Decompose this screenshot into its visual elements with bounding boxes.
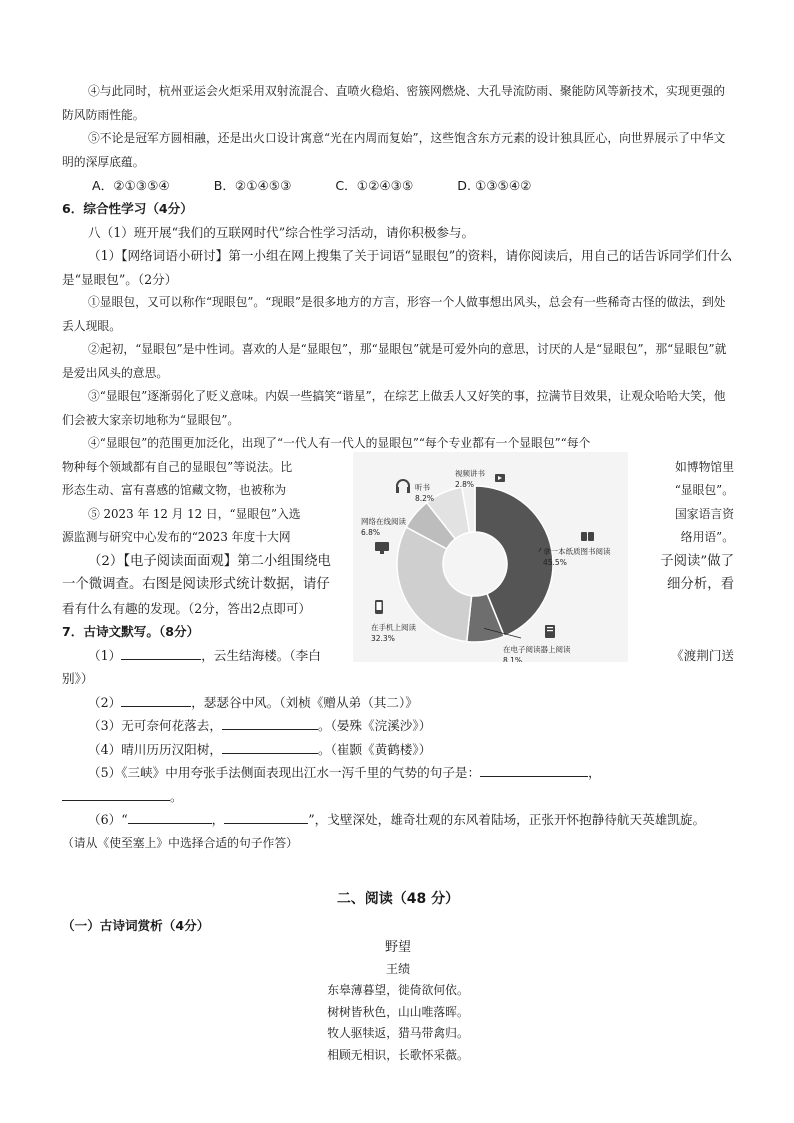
- answer-blank[interactable]: [222, 738, 318, 754]
- answer-blank[interactable]: [222, 714, 318, 730]
- poem-line: 树树皆秋色，山山唯落晖。: [327, 1004, 469, 1019]
- poem-line: 牧人驱犊返，猎马带禽归。: [327, 1026, 469, 1040]
- slice-label-2: 在手机上阅读: [371, 623, 416, 632]
- q5-options: [62, 174, 734, 197]
- q7-note: （请从《使至塞上》中选择合适的句子作答）: [62, 835, 298, 850]
- slice-label-3: 网络在线阅读: [361, 517, 406, 526]
- answer-blank[interactable]: [121, 644, 201, 660]
- slice-label-1: 在电子阅读器上阅读: [503, 645, 571, 654]
- slice-label-5: 2.8%: [455, 480, 475, 489]
- q7-line2: （2） ，瑟瑟谷中风。（刘桢《赠从弟（其二）》: [62, 691, 734, 715]
- phone-icon: [375, 600, 383, 614]
- q7-line6: （6）“ ， ”，戈壁深处，雄奇壮观的东风着陆场，正张开怀抱静待航天英雄凯旋。: [62, 808, 734, 832]
- option-d: D. ①③⑤④②: [457, 178, 532, 193]
- poem-line: 相顾无相识，长歌怀采薇。: [327, 1047, 469, 1062]
- material-1: ①显眼包，又可以称作“现眼包”。“现眼”是很多地方的方言，形容一个人做事想出风头，总会有一些稀奇古怪的做法，到处丢人现眼。: [62, 295, 726, 333]
- poem-author: 王绩: [385, 961, 411, 976]
- q6-sub2-line3: 看有什么有趣的发现。（2分，答出2点即可）: [62, 600, 312, 616]
- answer-blank[interactable]: [224, 808, 308, 824]
- slice-label-0: 拿一本纸质图书阅读: [543, 547, 611, 556]
- answer-blank[interactable]: [128, 808, 212, 824]
- material-4-line3: 形态生动、富有喜感的馆藏文物，也被称为 “显眼包”。: [62, 483, 734, 497]
- poem: [62, 937, 734, 1066]
- q7-line5-cont: 。: [62, 785, 734, 809]
- reader-icon: [545, 625, 555, 638]
- q7-line3: （3）无可奈何花落去， 。（晏殊《浣溪沙》）: [62, 714, 734, 738]
- slice-label-0: 45.5%: [543, 558, 567, 567]
- q5-item-5: ⑤不论是冠军方圆相融，还是出火口设计寓意“光在内周而复始”，这些饱含东方元素的设计独具匠心，向世界展示了中华文明的深厚底蕴。: [62, 131, 726, 169]
- option-c: C．①②④③⑤: [335, 178, 414, 193]
- slice-label-3: 6.8%: [361, 528, 381, 537]
- slice-label-4: 听书: [415, 483, 430, 492]
- poem-title: 野望: [384, 940, 411, 955]
- donut-chart-svg: [353, 452, 628, 662]
- material-5-line2: 源监测与研究中心发布的“2023 年度十大网 络用语”。: [62, 530, 734, 544]
- monitor-icon: [375, 542, 389, 554]
- q6-sub2-line2: 一个微调查。右图是阅读形式统计数据，请仔 细分析，看: [62, 577, 734, 592]
- slice-label-1: 8.1%: [503, 656, 523, 662]
- q6-sub2: （2）【电子阅读面面观】第二小组围绕电 子阅读”做了: [88, 553, 734, 569]
- q7-line1: （1） ，云生结海楼。（李白 《渡荆门送: [62, 644, 734, 668]
- material-5: ⑤ 2023 年 12 月 12 日，“显眼包”入选 国家语言资: [88, 506, 734, 521]
- option-b: B．②①④⑤③: [213, 178, 292, 193]
- option-a: A．②①③⑤④: [92, 178, 170, 193]
- headphone-icon: [396, 480, 410, 493]
- q7-line5: （5）《三峡》中用夸张手法侧面表现出江水一泻千里的气势的句子是： ，: [62, 761, 734, 785]
- video-icon: [495, 474, 505, 482]
- material-2: ②起初，“显眼包”是中性词。喜欢的人是“显眼包”，那“显眼包”就是可爱外向的意思，讨厌的人是“显眼包”，那“显眼包”就是爱出风头的意思。: [62, 342, 727, 380]
- q7-line4: （4）晴川历历汉阳树， 。（崔颢《黄鹤楼》）: [62, 738, 734, 762]
- q7-line1-cont: 别》）: [62, 671, 94, 686]
- answer-blank[interactable]: [480, 761, 588, 777]
- answer-blank[interactable]: [62, 785, 170, 801]
- q6-sub1: （1）【网络词语小研讨】第一小组在网上搜集了关于词语“显眼包”的资料，请你阅读后，用自己的话告诉同学们什么是“显眼包”。（2分）: [62, 248, 733, 287]
- q6-heading: 6．综合性学习（4分）: [62, 201, 193, 216]
- material-4: ④“显眼包”的范围更加泛化，出现了“一代人有一代人的显眼包”“每个专业都有一个显眼包”“每个: [88, 436, 591, 450]
- q6-intro: 八（1）班开展“我们的互联网时代”综合性学习活动，请你积极参与。: [88, 224, 475, 240]
- material-4-line2: 物种每个领域都有自己的显眼包”等说法。比 如博物馆里: [62, 459, 734, 474]
- slice-label-5: 视频讲书: [455, 469, 485, 478]
- q5-item-4: ④与此同时，杭州亚运会火炬采用双射流混合、直喷火稳焰、密簇网燃烧、大孔导流防雨、聚能防风等新技术，实现更强的防风防雨性能。: [62, 84, 726, 122]
- poem-line: 东皋薄暮望，徙倚欲何依。: [327, 983, 469, 997]
- book-icon: [581, 532, 594, 541]
- answer-blank[interactable]: [121, 691, 191, 707]
- slice-label-2: 32.3%: [371, 634, 395, 643]
- subsection-title: （一）古诗词赏析（4分）: [62, 918, 210, 933]
- section-title: 二、阅读（48 分）: [336, 891, 460, 907]
- slice-label-4: 8.2%: [415, 494, 435, 503]
- q7-heading: 7．古诗文默写。（8分）: [62, 624, 200, 639]
- material-3: ③“显眼包”逐渐弱化了贬义意味。内娱一些搞笑“谐星”，在综艺上做丢人又好笑的事，拉满节目效果，让观众哈哈大笑，他们会被大家亲切地称为“显眼包”。: [62, 389, 726, 427]
- reading-format-chart: [353, 452, 628, 662]
